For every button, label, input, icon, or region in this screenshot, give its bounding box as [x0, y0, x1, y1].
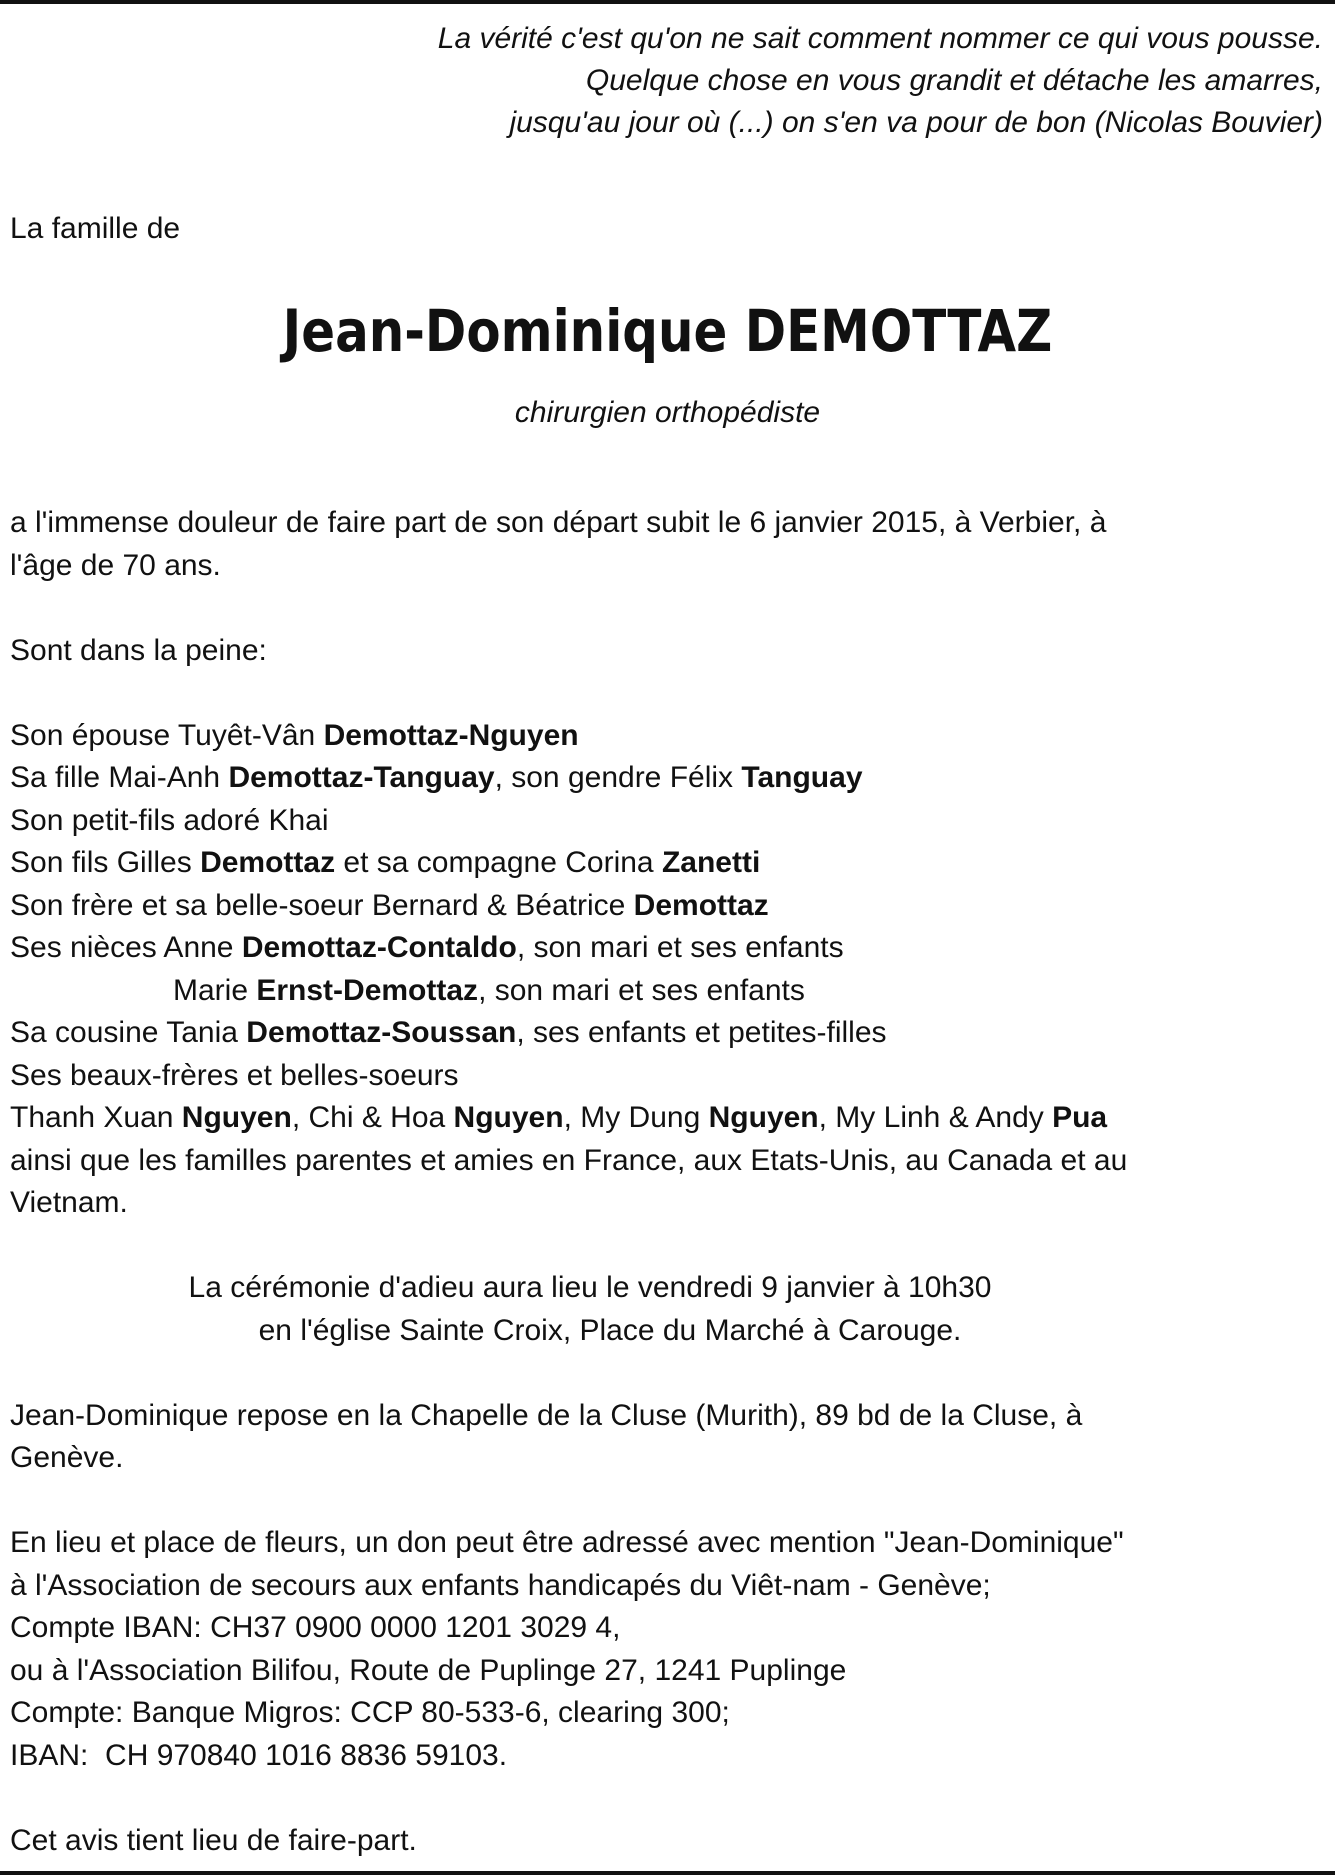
donation-line: IBAN: CH 970840 1016 8836 59103.: [10, 1738, 508, 1772]
quote-line: Quelque chose en vous grandit et détache les amarres,: [585, 64, 1323, 97]
donation-line: Compte: Banque Migros: CCP 80-533-6, clearing 300;: [10, 1696, 730, 1729]
donation-line: En lieu et place de fleurs, un don peut être adressé avec mention "Jean-Dominique": [10, 1526, 1124, 1559]
donation-line: Compte IBAN: CH37 0900 0000 1201 3029 4,: [10, 1611, 621, 1644]
quote-line: jusqu'au jour où (...) on s'en va pour de bon (Nicolas Bouvier): [509, 106, 1323, 139]
rest-line: Jean-Dominique repose en la Chapelle de la Cluse (Murith), 89 bd de la Cluse, à: [10, 1398, 1083, 1432]
epigraph-quote: [223, 18, 1323, 144]
mourner-row: Son épouse Tuyêt-Vân Demottaz-Nguyen: [10, 718, 579, 752]
donation-line: ou à l'Association Bilifou, Route de Puplinge 27, 1241 Puplinge: [10, 1653, 847, 1687]
mourner-row: Sa fille Mai-Anh Demottaz-Tanguay, son gendre Félix Tanguay: [10, 761, 863, 794]
ceremony-line: La cérémonie d'adieu aura lieu le vendredi 9 janvier à 10h30: [188, 1271, 992, 1304]
ceremony-line: en l'église Sainte Croix, Place du Marché à Carouge.: [258, 1313, 962, 1347]
mourner-row: Sa cousine Tania Demottaz-Soussan, ses enfants et petites-filles: [10, 1016, 887, 1049]
notice-body: [10, 502, 1310, 1862]
mourner-row: Son frère et sa belle-soeur Bernard & Béatrice Demottaz: [10, 888, 769, 922]
quote-line: La vérité c'est qu'on ne sait comment nommer ce qui vous pousse.: [437, 22, 1323, 55]
mourner-row: Son fils Gilles Demottaz et sa compagne Corina Zanetti: [10, 846, 761, 879]
mourner-row: Marie Ernst-Demottaz, son mari et ses enfants: [173, 973, 805, 1007]
mourner-row: ainsi que les familles parentes et amies en France, aux Etats-Unis, au Canada et au: [10, 1143, 1128, 1177]
announcement-line: a l'immense douleur de faire part de son départ subit le 6 janvier 2015, à Verbier, à: [10, 506, 1107, 539]
mourner-row: Vietnam.: [10, 1186, 128, 1219]
intro-text: La famille de: [10, 212, 181, 245]
mourner-row: Thanh Xuan Nguyen, Chi & Hoa Nguyen, My Dung Nguyen, My Linh & Andy Pua: [10, 1101, 1108, 1134]
donation-line: à l'Association de secours aux enfants handicapés du Viêt-nam - Genève;: [10, 1568, 991, 1602]
mourners-heading: Sont dans la peine:: [10, 633, 267, 667]
mourner-row: Ses nièces Anne Demottaz-Contaldo, son mari et ses enfants: [10, 931, 844, 964]
rest-line: Genève.: [10, 1441, 124, 1474]
profession: chirurgien orthopédiste: [514, 396, 821, 429]
closing-line: Cet avis tient lieu de faire-part.: [10, 1823, 417, 1857]
announcement-line: l'âge de 70 ans.: [10, 548, 221, 582]
ceremony-info: [10, 1267, 1310, 1352]
mourner-row: Son petit-fils adoré Khai: [10, 803, 329, 837]
deceased-name: Jean-Dominique DEMOTTAZ: [282, 297, 1053, 365]
mourner-row: Ses beaux-frères et belles-soeurs: [10, 1058, 459, 1092]
